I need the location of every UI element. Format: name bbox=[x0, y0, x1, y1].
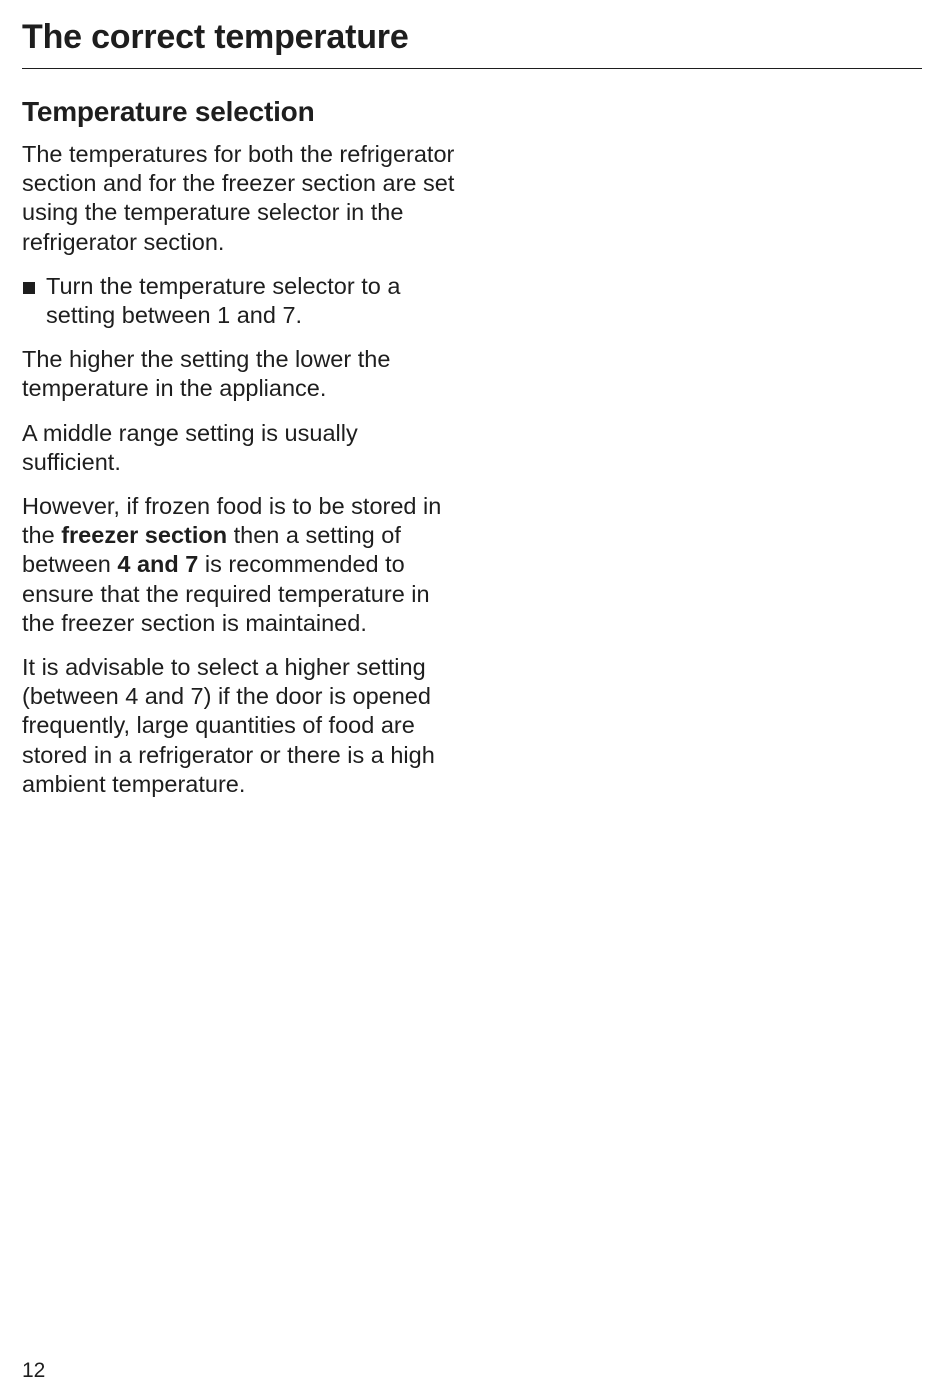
header-divider bbox=[22, 68, 922, 69]
main-content bbox=[22, 92, 462, 814]
page-number: 12 bbox=[22, 1359, 46, 1382]
bullet-square-icon bbox=[23, 282, 35, 294]
bullet-text: Turn the temperature selector to a setting between 1 and 7. bbox=[46, 272, 401, 329]
freezer-section-emphasis: freezer section bbox=[61, 522, 228, 549]
setting-range-emphasis: 4 and 7 bbox=[117, 551, 199, 578]
freezer-paragraph bbox=[22, 492, 462, 638]
middle-range-paragraph: A middle range setting is usually sufficient. bbox=[22, 419, 358, 475]
intro-paragraph: The temperatures for both the refrigerator section and for the freezer section are set using the temperature selector in the refrigerator section. bbox=[22, 141, 455, 255]
freezer-text-2: then a setting of between bbox=[22, 522, 401, 578]
higher-setting-paragraph: The higher the setting the lower the temperature in the appliance. bbox=[22, 346, 391, 402]
instruction-bullet bbox=[22, 272, 462, 330]
section-title: Temperature selection bbox=[22, 96, 315, 127]
freezer-text-3: is recommended to ensure that the required temperature in the freezer section is maintained. bbox=[22, 551, 430, 636]
page-title: The correct temperature bbox=[22, 18, 409, 56]
freezer-text-1: However, if frozen food is to be stored in the bbox=[22, 493, 442, 549]
advisable-paragraph: It is advisable to select a higher setting (between 4 and 7) if the door is opened frequently, large quantities of food are stored in a refrigerator or there is a high ambient temperature. bbox=[22, 654, 435, 797]
